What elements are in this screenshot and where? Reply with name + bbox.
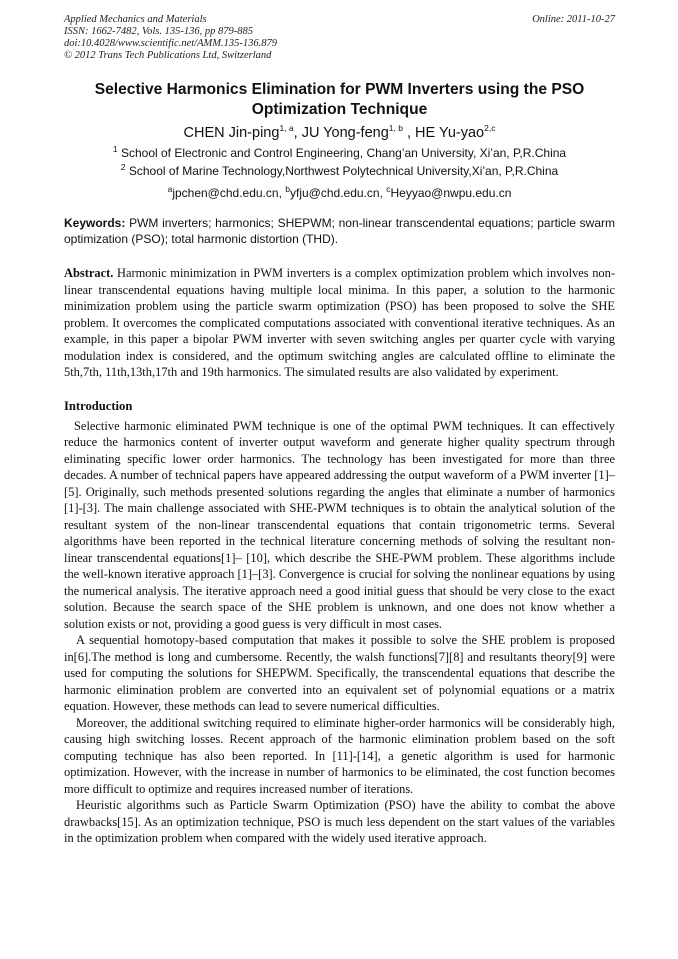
abstract-text: Harmonic minimization in PWM inverters is a complex optimization problem which involves non-linear transcendental equations having multiple local minima. In this paper, a solution to the harmonic minimization problem using the particle swarm optimization (PSO) has been proposed to solve the SHE problem. It overcomes the complicated computations associated with conventional iterative techniques. As an example, in this paper a bipolar PWM inverter with seven switching angles per quarter cycle with varying modulation index is considered, and the optimum switching angles are calculated offline to eliminate the 5th,7th, 11th,13th,17th and 19th harmonics. The simulated results are also validated by experiment. xyxy=(64,266,616,379)
email-line xyxy=(64,185,615,201)
email-mark: a xyxy=(167,184,173,194)
author-name: JU Yong-feng xyxy=(301,125,389,141)
author-name: HE Yu-yao xyxy=(415,125,485,141)
keywords-block xyxy=(64,215,615,247)
section-heading-introduction: Introduction xyxy=(64,398,133,413)
body-paragraph: Heuristic algorithms such as Particle Swarm Optimization (PSO) have the ability to combat the above drawbacks[15]. As an optimization technique, PSO is much less dependent on the start values of the variables in the optimization problem when compared with the widely used iterative approach. xyxy=(64,798,615,845)
author-affiliation-mark: 2,c xyxy=(484,123,496,134)
journal-header xyxy=(64,14,615,62)
journal-name: Applied Mechanics and Materials xyxy=(64,14,207,25)
email-separator: , xyxy=(278,186,286,200)
body-paragraph: A sequential homotopy-based computation that makes it possible to solve the SHE problem is proposed in[6].The method is long and cumbersome. Recently, the walsh functions[7][8] and resultants theory[9] were used for computing the solutions for SHEPWM. Specifically, the transcendental equations that describe the harmonic elimination problem are converted into an equivalent set of polynomial equations or a matrix equation. However, these methods can lead to severe numerical difficulties. xyxy=(64,633,615,713)
author-separator: , xyxy=(293,125,302,141)
body-paragraph: Selective harmonic eliminated PWM technique is one of the optimal PWM techniques. It can effectively reduce the harmonics content of inverter output waveform and generate higher quality spectrum through eliminating specific lower order harmonics. The technology has been investigated for more than three decades. A number of technical papers have appeared addressing the output waveform of a PWM inverter [1]–[5]. Originally, such methods presented solutions regarding the angles that eliminate a number of harmonics [1]-[3]. The main challenge associated with SHE-PWM techniques is to obtain the analytical solution of the resultant system of the non-linear transcendental equations that contain trigonometric terms. Several algorithms have been reported in the technical literature concerning methods of solving the resultant non-linear transcendental equations[1]– [10], which describe the SHE-PWM problem. These algorithms include the well-known iterative approach [1]–[3]. Convergence is crucial for solving the nonlinear equations by using the numerical analysis. The iterative approach need a good initial guess that should be very close to the exact solution. Because the search space of the SHE problem is unknown, and one does not know whether a solution exists or not, providing a good guess is very difficult in most cases. xyxy=(64,418,615,631)
author-affiliation-mark: 1, a xyxy=(279,123,294,134)
issn-line: ISSN: 1662-7482, Vols. 135-136, pp 879-885 xyxy=(64,26,253,37)
keywords-label: Keywords: xyxy=(64,216,126,230)
author-separator: , xyxy=(402,125,416,141)
doi-line: doi:10.4028/www.scientific.net/AMM.135-136.879 xyxy=(64,38,277,49)
email-address[interactable]: Heyyao@nwpu.edu.cn xyxy=(390,186,512,200)
author-line xyxy=(64,124,615,143)
paper-title: Selective Harmonics Elimination for PWM Inverters using the PSO Optimization Technique xyxy=(94,81,585,118)
abstract-label: Abstract. xyxy=(64,266,114,280)
affiliation-2 xyxy=(64,163,615,179)
keywords-text: PWM inverters; harmonics; SHEPWM; non-linear transcendental equations; particle swarm optimization (PSO); total harmonic distortion (THD). xyxy=(64,216,615,246)
copyright-line: © 2012 Trans Tech Publications Ltd, Switzerland xyxy=(64,50,272,61)
abstract-block xyxy=(64,265,615,381)
introduction-body xyxy=(64,418,615,847)
affiliation-text: School of Marine Technology,Northwest Polytechnical University,Xi’an, P,R.China xyxy=(128,164,559,178)
email-mark: c xyxy=(386,184,391,194)
author-affiliation-mark: 1, b xyxy=(388,123,403,134)
affiliation-number: 1 xyxy=(112,144,118,154)
body-paragraph: Moreover, the additional switching required to eliminate higher-order harmonics will be considerably high, causing high switching losses. Recent approach of the harmonic elimination problem based on the soft computing technique has also been reported. In [11]-[14], a genetic algorithm is used for harmonic optimization. However, with the increase in number of harmonics to be eliminated, the cost function becomes more difficult to optimize and requires increased number of iterations. xyxy=(64,715,615,796)
online-date: Online: 2011-10-27 xyxy=(532,14,615,25)
email-address[interactable]: yfju@chd.edu.cn xyxy=(289,186,380,200)
affiliation-text: School of Electronic and Control Engineering, Chang’an University, Xi’an, P,R.China xyxy=(120,146,567,160)
email-mark: b xyxy=(285,184,290,194)
affiliation-1 xyxy=(64,145,615,161)
affiliation-number: 2 xyxy=(120,162,126,172)
email-separator: , xyxy=(379,186,387,200)
paper-page xyxy=(64,14,615,847)
author-name: CHEN Jin-ping xyxy=(183,125,280,141)
email-address[interactable]: jpchen@chd.edu.cn xyxy=(172,186,279,200)
